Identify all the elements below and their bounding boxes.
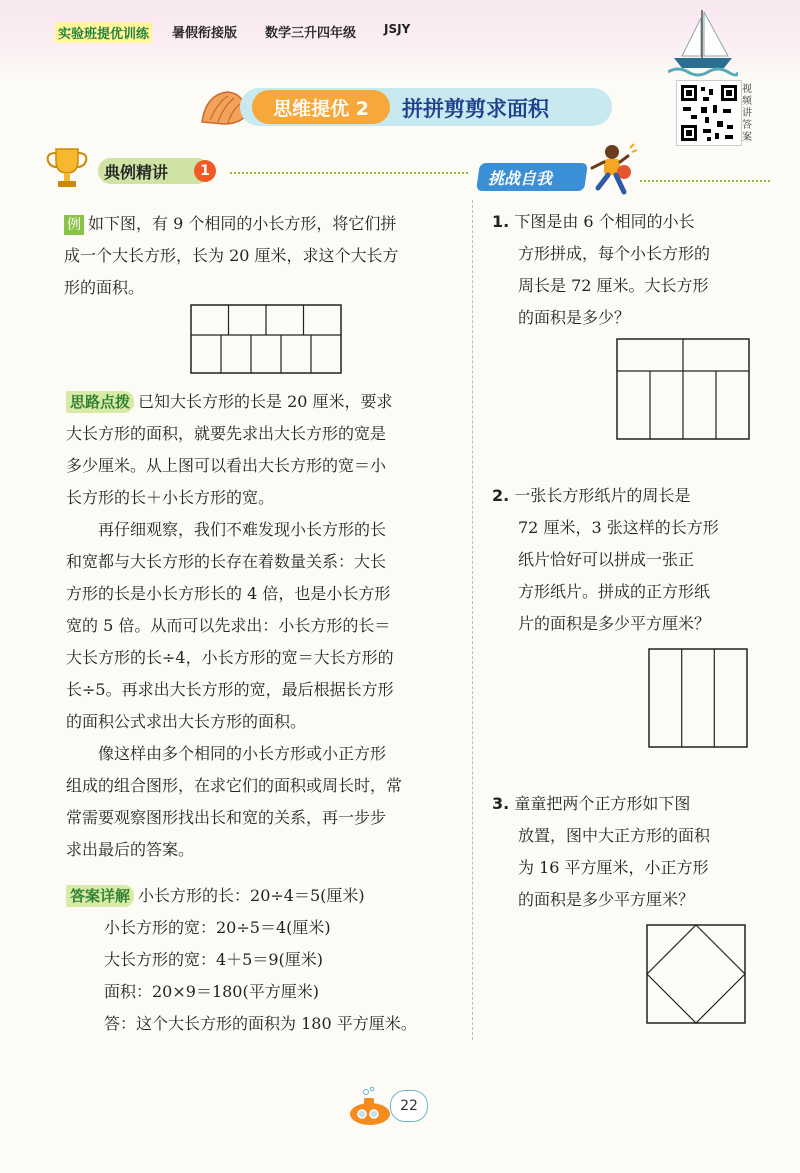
topic-title: 拼拼剪剪求面积 xyxy=(402,97,549,121)
runner-icon xyxy=(580,142,638,200)
answer-tag: 答案详解 xyxy=(66,885,134,907)
hint-line: 长方形的长＋小长方形的宽。 xyxy=(66,488,275,507)
challenge-divider xyxy=(640,180,770,182)
analysis-line: 方形的长是小长方形长的 4 倍，也是小长方形 xyxy=(66,584,391,603)
hint-line: 大长方形的面积，就要先求出大长方形的宽是 xyxy=(66,424,387,443)
summary-line: 组成的组合图形，在求它们的面积或周长时，常 xyxy=(66,776,403,795)
question-1 xyxy=(492,206,782,334)
analysis-line: 的面积公式求出大长方形的面积。 xyxy=(66,712,307,731)
answer-line: 答：这个大长方形的面积为 180 平方厘米。 xyxy=(104,1014,417,1033)
example-badge: 例 xyxy=(64,215,84,235)
question-line: 片的面积是多少平方厘米？ xyxy=(518,614,711,633)
edition-label: 暑假衔接版 xyxy=(172,26,238,41)
analysis-line: 宽的 5 倍。从而可以先求出：小长方形的长＝ xyxy=(66,616,391,635)
example-figure xyxy=(190,304,342,374)
example-section-number: 1 xyxy=(194,160,216,182)
qr-code-icon[interactable] xyxy=(676,80,742,146)
section-divider xyxy=(230,172,468,174)
analysis-line: 再仔细观察，我们不难发现小长方形的长 xyxy=(98,520,387,539)
question-line: 方形纸片。拼成的正方形纸 xyxy=(518,582,711,601)
qr-label: 视频讲答案 xyxy=(742,84,752,143)
question-line: 下图是由 6 个相同的小长 xyxy=(514,212,695,231)
hint-line: 多少厘米。从上图可以看出大长方形的宽＝小 xyxy=(66,456,387,475)
hint-block xyxy=(66,386,476,866)
answer-line: 大长方形的宽：4＋5＝9(厘米) xyxy=(104,950,324,969)
analysis-line: 长÷5。再求出大长方形的宽，最后根据长方形 xyxy=(66,680,394,699)
example-problem xyxy=(64,208,474,304)
series-name: 实验班提优训练 xyxy=(55,22,152,43)
problem-line: 形的面积。 xyxy=(64,278,145,297)
question-line: 童童把两个正方形如下图 xyxy=(514,794,691,813)
question-number: 2. xyxy=(492,486,510,505)
example-section-label: 典例精讲 xyxy=(104,163,169,182)
question-number: 3. xyxy=(492,794,510,813)
trophy-icon xyxy=(44,145,90,189)
summary-line: 常需要观察图形找出长和宽的关系，再一步步 xyxy=(66,808,387,827)
question-line: 72 厘米，3 张这样的长方形 xyxy=(518,518,719,537)
problem-line: 成一个大长方形，长为 20 厘米，求这个大长方 xyxy=(64,246,399,265)
question-3-figure xyxy=(646,924,746,1024)
answer-block xyxy=(66,880,476,1040)
question-number: 1. xyxy=(492,212,510,231)
answer-line: 面积：20×9＝180(平方厘米) xyxy=(104,982,319,1001)
question-line: 一张长方形纸片的周长是 xyxy=(514,486,691,505)
question-line: 的面积是多少？ xyxy=(518,308,631,327)
question-2 xyxy=(492,480,782,640)
hint-tag: 思路点拨 xyxy=(66,391,134,413)
topic-number-label: 思维提优 2 xyxy=(252,90,390,124)
question-1-figure xyxy=(616,338,750,440)
question-line: 方形拼成，每个小长方形的 xyxy=(518,244,711,263)
question-line: 的面积是多少平方厘米？ xyxy=(518,890,695,909)
summary-line: 求出最后的答案。 xyxy=(66,840,195,859)
question-2-figure xyxy=(648,648,748,748)
analysis-line: 和宽都与大长方形的长存在着数量关系：大长 xyxy=(66,552,387,571)
publisher-code: JSJY xyxy=(384,22,411,36)
hint-line: 已知大长方形的长是 20 厘米，要求 xyxy=(138,392,393,411)
question-line: 为 16 平方厘米，小正方形 xyxy=(518,858,709,877)
grade-label: 数学三升四年级 xyxy=(265,26,357,41)
challenge-section-label: 挑战自我 xyxy=(488,169,553,188)
question-line: 纸片恰好可以拼成一张正 xyxy=(518,550,695,569)
question-3 xyxy=(492,788,782,916)
answer-line: 小长方形的宽：20÷5＝4(厘米) xyxy=(104,918,331,937)
summary-line: 像这样由多个相同的小长方形或小正方形 xyxy=(98,744,387,763)
question-line: 周长是 72 厘米。大长方形 xyxy=(518,276,709,295)
submarine-icon xyxy=(346,1086,396,1128)
sailboat-icon xyxy=(668,8,738,78)
page-number: 22 xyxy=(390,1090,428,1122)
question-line: 放置，图中大正方形的面积 xyxy=(518,826,711,845)
problem-line: 如下图，有 9 个相同的小长方形，将它们拼 xyxy=(88,214,397,233)
answer-line: 小长方形的长：20÷4＝5(厘米) xyxy=(138,886,365,905)
analysis-line: 大长方形的长÷4，小长方形的宽＝大长方形的 xyxy=(66,648,394,667)
